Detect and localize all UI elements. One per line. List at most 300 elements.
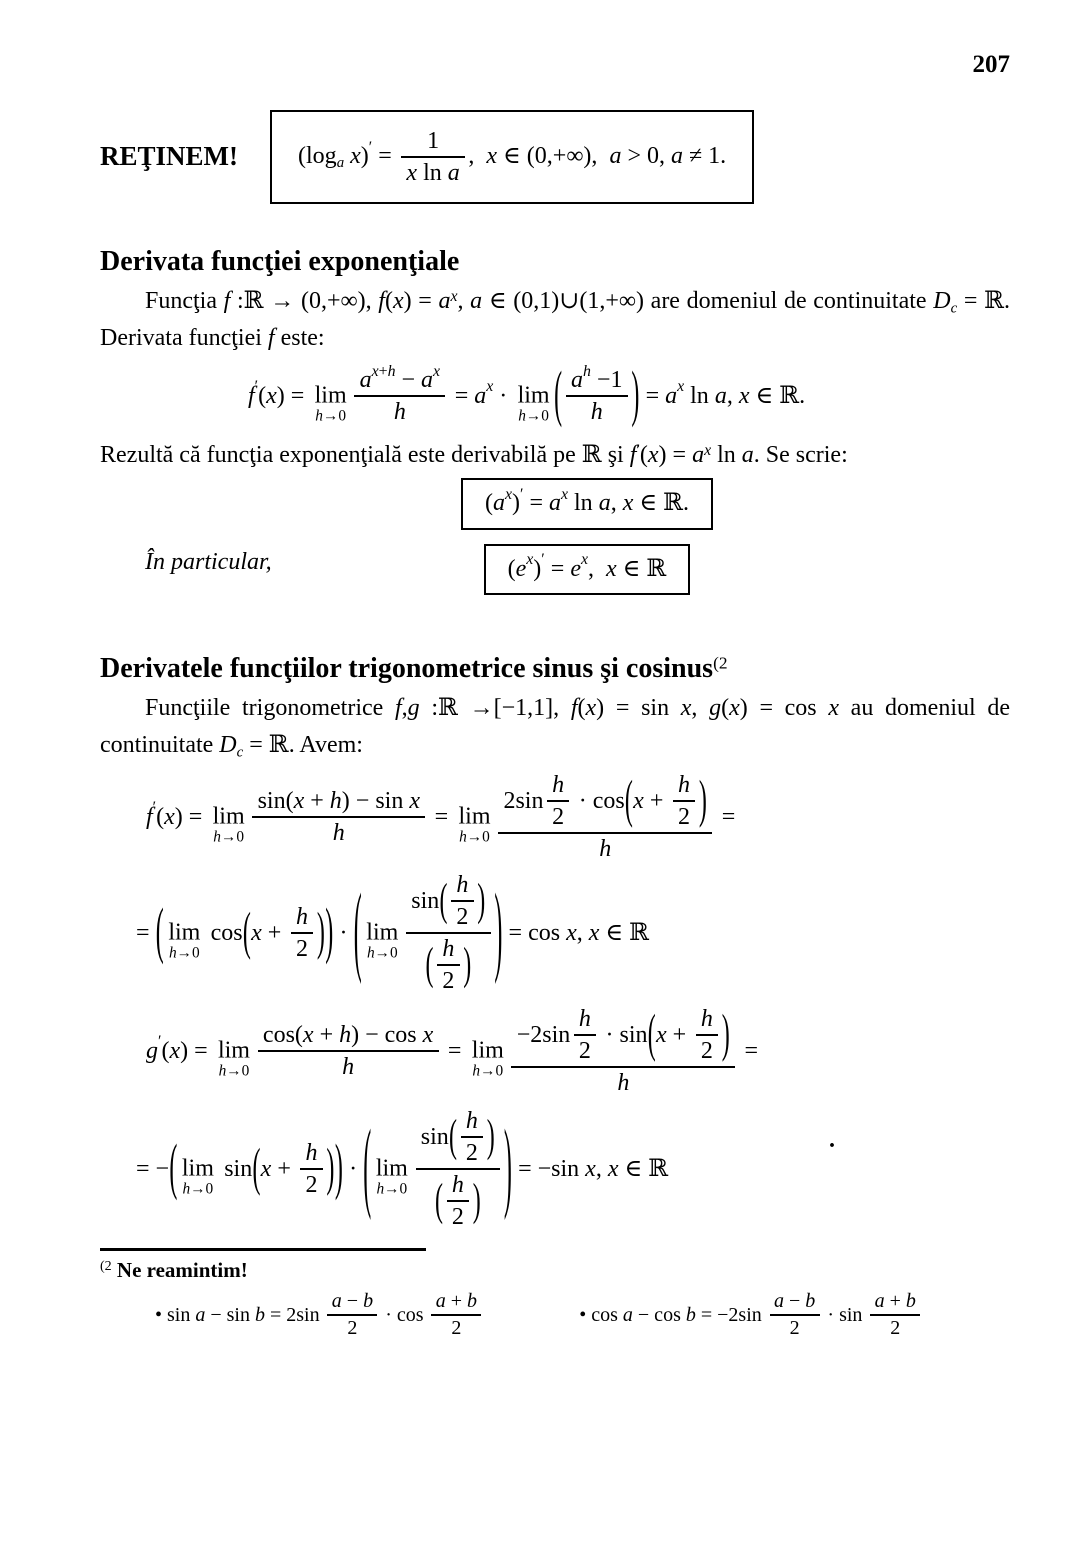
cos-derivative-line2-wrapper <box>136 1106 1010 1232</box>
footnote-marker: (2 <box>100 1259 112 1275</box>
math-token: h <box>599 836 612 863</box>
denominator <box>870 1314 920 1341</box>
box1-row <box>100 478 1010 543</box>
limit-under <box>169 946 200 962</box>
math-token: ∈ ℝ. <box>633 490 690 517</box>
denominator <box>258 1050 439 1082</box>
big-delimiter: ( <box>252 1140 261 1199</box>
math-token: ln <box>417 159 448 186</box>
page-number: 207 <box>972 51 1010 78</box>
sin-derivative-line1 <box>146 770 1010 864</box>
retinem-formula-box <box>270 110 754 204</box>
denominator <box>291 932 314 964</box>
e-exponential-box <box>484 544 691 595</box>
numerator <box>252 786 425 816</box>
numerator <box>547 770 570 800</box>
math-token: este: <box>274 325 325 351</box>
math-token: −1 <box>590 367 623 394</box>
numerator <box>673 770 696 800</box>
math-token: b <box>685 1303 696 1326</box>
big-delimiter: ) <box>463 940 472 991</box>
fraction <box>447 1170 470 1232</box>
fraction <box>291 902 314 964</box>
math-token: x <box>392 287 404 314</box>
math-token: h <box>700 1006 713 1033</box>
math-token: a <box>447 159 460 186</box>
denominator <box>770 1314 820 1341</box>
math-token: ) = sin <box>596 694 681 721</box>
math-token: a <box>665 382 678 409</box>
fraction <box>416 1106 501 1232</box>
math-token: = − <box>136 1155 170 1182</box>
fraction <box>401 126 465 188</box>
math-token: x <box>486 142 498 169</box>
limit-main <box>315 383 347 408</box>
math-token: = <box>544 555 571 582</box>
limit-under <box>213 830 244 846</box>
math-row <box>332 1289 373 1314</box>
limit-main <box>472 1038 504 1063</box>
footnote-title: Ne reamintim! <box>116 1258 248 1283</box>
denominator <box>566 395 628 427</box>
denominator <box>673 800 696 832</box>
math-row <box>427 126 439 156</box>
math-token: , <box>610 490 623 517</box>
section-heading-trig <box>100 651 1010 686</box>
math-token: x <box>371 362 379 380</box>
math-row <box>518 408 549 424</box>
math-token: ) = <box>403 287 439 314</box>
math-token: 2 <box>347 1316 358 1339</box>
math-token: h <box>677 772 690 799</box>
math-token: + <box>304 788 330 815</box>
math-token: f <box>267 325 275 351</box>
math-token: x <box>302 1022 314 1049</box>
math-token: · <box>343 1155 364 1182</box>
denominator <box>437 964 460 996</box>
limit-main <box>182 1156 214 1181</box>
math-token: →0 <box>384 1180 408 1198</box>
math-token: h <box>182 1180 191 1198</box>
superscript <box>255 377 258 398</box>
big-delimiter: ( <box>647 1006 656 1065</box>
math-token: h <box>518 407 526 425</box>
math-token: x <box>560 485 569 503</box>
math-token: x <box>606 555 617 582</box>
math-token: h <box>305 1140 318 1167</box>
limit-main <box>218 1038 250 1063</box>
math-token: lim <box>366 919 399 946</box>
math-row <box>258 786 420 816</box>
math-token: x <box>526 551 534 569</box>
math-token: • sin <box>155 1303 196 1326</box>
math-token: ( <box>258 382 267 409</box>
math-token: x <box>704 442 712 460</box>
big-delimiter: ) <box>503 1114 512 1225</box>
math-row <box>790 1316 800 1341</box>
limit-under <box>367 946 398 962</box>
sin-difference-identity <box>155 1289 484 1341</box>
limit-under <box>518 408 549 424</box>
math-row <box>701 1036 713 1066</box>
math-row <box>183 1182 214 1198</box>
denominator <box>431 1314 481 1341</box>
math-row <box>459 830 490 846</box>
math-row <box>678 770 690 800</box>
boxed-results-section <box>100 478 1010 608</box>
numerator <box>870 1289 920 1314</box>
math-row <box>367 946 398 962</box>
math-row <box>599 834 611 864</box>
math-token: = <box>136 919 156 946</box>
ex-derivative-formula <box>507 551 667 585</box>
limit-main <box>213 804 245 829</box>
math-token: ≠ 1. <box>682 142 727 169</box>
math-token: ′ <box>158 1033 162 1051</box>
math-token: 2 <box>465 1140 478 1167</box>
math-token: . Se scrie: <box>753 442 848 469</box>
math-row <box>875 1289 916 1314</box>
math-token: − <box>783 1289 806 1312</box>
in-particular-label: În particular, <box>145 549 272 576</box>
math-token: cos( <box>262 1022 303 1049</box>
math-token: h <box>393 399 406 426</box>
big-delimiter: ( <box>425 940 434 991</box>
limit-main <box>168 920 200 945</box>
math-row <box>359 362 441 395</box>
math-token: b <box>363 1289 374 1312</box>
math-token: , <box>595 1155 608 1182</box>
math-row <box>552 770 564 800</box>
numerator <box>354 362 445 395</box>
numerator <box>566 362 628 395</box>
math-token: − <box>395 367 422 394</box>
math-row <box>678 802 690 832</box>
denominator <box>574 1034 597 1066</box>
limit-under <box>315 408 346 424</box>
math-row <box>435 1170 481 1232</box>
math-token: ∈ ℝ <box>618 1155 669 1182</box>
math-token: , <box>588 555 606 582</box>
math-token: b <box>905 1289 916 1312</box>
fraction <box>300 1138 323 1200</box>
math-token: + <box>884 1289 906 1312</box>
limit <box>458 804 490 845</box>
footnote-section <box>100 1248 1010 1341</box>
fraction <box>673 770 696 832</box>
numerator <box>451 870 474 900</box>
math-row <box>315 408 346 424</box>
limit <box>218 1038 250 1079</box>
math-row <box>421 1106 495 1168</box>
math-token: + <box>261 919 288 946</box>
numerator <box>291 902 314 932</box>
math-token: lim <box>471 1037 504 1064</box>
math-row <box>263 1020 433 1050</box>
math-token: ′ <box>152 799 157 817</box>
math-token: · cos <box>380 1303 429 1326</box>
math-token: h <box>218 1062 227 1080</box>
math-token: lim <box>168 919 201 946</box>
numerator <box>416 1106 501 1168</box>
math-row <box>452 1170 464 1200</box>
math-token: 2 <box>442 968 455 995</box>
math-token: ) − cos <box>351 1022 423 1049</box>
big-delimiter: ( <box>449 1112 458 1163</box>
math-token: = <box>715 803 736 830</box>
big-delimiter: ( <box>169 1135 178 1204</box>
numerator <box>300 1138 323 1168</box>
math-token: x <box>433 362 441 380</box>
math-token: 2 <box>789 1316 800 1339</box>
math-row <box>296 902 308 932</box>
math-token: sin <box>411 888 440 915</box>
math-token: f <box>394 694 402 721</box>
math-token: x <box>293 788 305 815</box>
math-token: lim <box>314 382 347 409</box>
denominator <box>406 932 491 996</box>
math-token: a <box>598 490 611 517</box>
math-token: a <box>609 142 622 169</box>
math-token: →0 <box>480 1062 504 1080</box>
math-token: a <box>692 442 705 469</box>
math-token: x <box>450 287 458 305</box>
math-row <box>451 1316 461 1341</box>
fraction <box>252 786 425 848</box>
big-delimiter: ) <box>631 362 640 430</box>
math-token: f <box>629 442 637 469</box>
math-row <box>517 1004 730 1066</box>
math-token: lim <box>181 1155 214 1182</box>
superscript <box>486 377 493 398</box>
numerator <box>498 770 712 832</box>
math-token: Funcţia <box>145 287 224 314</box>
numerator <box>431 1289 481 1314</box>
math-token: x <box>585 1155 596 1182</box>
math-token: ) = <box>174 803 209 830</box>
math-token: , <box>691 694 710 721</box>
numerator <box>511 1004 735 1066</box>
math-token: Funcţiile trigonometrice <box>145 694 395 721</box>
math-token: h <box>459 828 467 846</box>
superscript <box>581 550 588 571</box>
math-token: x <box>738 382 750 409</box>
math-row <box>617 1068 629 1098</box>
math-token: :ℝ → (0,+∞), <box>230 287 379 314</box>
math-token: 2 <box>456 904 469 931</box>
math-token: ′ <box>368 138 373 156</box>
math-token: h <box>366 944 375 962</box>
math-token: g <box>709 694 722 721</box>
math-token: h <box>590 399 603 426</box>
math-token: a <box>741 442 754 469</box>
big-delimiter: ( <box>155 899 164 968</box>
math-token: ln <box>684 382 715 409</box>
math-token: = <box>448 382 475 409</box>
math-token: h <box>342 1054 355 1081</box>
exp-intro-paragraph <box>100 283 1010 358</box>
math-token: 2sin <box>503 788 544 815</box>
math-row <box>306 1138 318 1168</box>
fraction <box>354 362 445 427</box>
fraction <box>770 1289 820 1341</box>
math-row <box>342 1052 354 1082</box>
math-token: a <box>421 367 434 394</box>
math-token: ( <box>721 694 730 721</box>
math-row <box>503 770 707 832</box>
math-row <box>347 1316 357 1341</box>
superscript <box>526 550 533 571</box>
limit-main <box>366 920 398 945</box>
limit-main <box>518 383 550 408</box>
fraction <box>327 1289 377 1341</box>
big-delimiter: ) <box>325 899 334 968</box>
math-token: lim <box>458 803 491 830</box>
limit-main <box>458 804 490 829</box>
retinem-row <box>100 110 1010 204</box>
math-token: h <box>332 820 345 847</box>
big-delimiter: ) <box>477 876 486 927</box>
superscript <box>158 1032 161 1053</box>
math-token: x <box>585 694 597 721</box>
math-token: ) − sin <box>341 788 410 815</box>
math-token: • cos <box>579 1303 623 1326</box>
math-token: ) = <box>276 382 311 409</box>
math-token: h <box>339 1022 352 1049</box>
math-token: lim <box>217 1037 250 1064</box>
fraction <box>437 934 460 996</box>
math-row <box>436 1289 477 1314</box>
math-token: ( <box>507 555 516 582</box>
cos-derivative-line1 <box>146 1004 1010 1098</box>
math-token: , <box>576 919 589 946</box>
retinem-label: REŢINEM! <box>100 141 239 172</box>
math-row <box>579 1004 591 1034</box>
math-token: a <box>331 1289 342 1312</box>
math-token: x <box>656 1022 667 1049</box>
math-token: ln <box>711 442 742 469</box>
big-delimiter: ( <box>554 362 563 430</box>
math-token: a <box>474 382 487 409</box>
stray-period: . <box>829 1127 835 1154</box>
math-token: ( <box>639 442 648 469</box>
math-row <box>466 1138 478 1168</box>
math-token: f <box>248 382 255 409</box>
big-delimiter: ) <box>472 1176 481 1227</box>
math-token: ′ <box>254 378 259 396</box>
math-token: + <box>378 362 388 380</box>
denominator <box>354 395 445 427</box>
superscript <box>583 362 591 382</box>
math-token: , <box>457 287 471 314</box>
math-token: f <box>378 287 385 314</box>
math-token: h <box>295 904 308 931</box>
cos-derivative-line2 <box>136 1106 1010 1232</box>
math-token: a <box>714 382 727 409</box>
math-token: h <box>465 1108 478 1135</box>
fraction <box>498 770 712 864</box>
math-token: →0 <box>220 828 245 846</box>
math-token: e <box>515 555 527 582</box>
math-token: 2 <box>451 1316 462 1339</box>
section-heading-exponential: Derivata funcţiei exponenţiale <box>100 245 460 277</box>
math-token: = <box>372 142 398 169</box>
math-token: h <box>387 362 396 380</box>
numerator <box>447 1170 470 1200</box>
math-token: a <box>492 490 505 517</box>
big-delimiter: ( <box>242 904 251 963</box>
math-token: · <box>493 382 514 409</box>
limit <box>472 1038 504 1079</box>
math-token: ′ <box>519 485 524 503</box>
math-token: a <box>359 367 372 394</box>
fraction <box>547 770 570 832</box>
denominator <box>401 156 465 188</box>
math-row <box>452 1202 464 1232</box>
limit <box>182 1156 214 1197</box>
math-token: a <box>470 287 483 314</box>
math-token: ∈ (0,1)∪(1,+∞) are domeniul de continuitate <box>482 287 934 314</box>
math-token: = <box>523 490 549 517</box>
numerator <box>574 1004 597 1034</box>
math-token: + <box>666 1022 693 1049</box>
math-token: →0 <box>466 828 490 846</box>
math-token: a <box>670 142 683 169</box>
math-token: ′ <box>541 551 545 569</box>
math-token: h <box>168 944 177 962</box>
big-delimiter: ) <box>334 1135 343 1204</box>
subscript <box>337 154 344 173</box>
superscript <box>520 485 523 506</box>
big-delimiter: ) <box>316 904 325 963</box>
math-token: x <box>607 1155 619 1182</box>
math-token: − <box>341 1289 364 1312</box>
math-token: ) <box>360 142 369 169</box>
math-row <box>425 934 471 996</box>
trig-heading-footnote-ref: (2 <box>713 653 728 673</box>
math-token: x <box>164 803 175 830</box>
math-token: →0 <box>322 407 347 425</box>
math-token: a <box>438 287 451 314</box>
math-token: ( <box>161 1037 170 1064</box>
math-row <box>394 397 406 427</box>
math-row <box>372 362 396 382</box>
numerator <box>461 1106 484 1136</box>
fraction <box>696 1004 719 1066</box>
math-token: x <box>409 788 420 815</box>
numerator <box>770 1289 820 1314</box>
superscript <box>372 362 396 382</box>
footnote-formulas-row <box>155 1289 1010 1341</box>
sin-derivative-line2 <box>136 870 1010 996</box>
math-token: 2 <box>295 936 308 963</box>
math-token: · sin <box>599 1022 648 1049</box>
math-token: ) <box>533 555 542 582</box>
math-token: e <box>570 555 581 582</box>
math-token: 2 <box>677 804 690 831</box>
math-token: + <box>643 788 670 815</box>
superscript <box>541 550 544 571</box>
fraction <box>431 1289 481 1341</box>
big-delimiter: ) <box>326 1140 335 1199</box>
denominator <box>252 816 425 848</box>
math-token: x <box>566 919 577 946</box>
math-token: x <box>677 378 685 396</box>
big-delimiter: ( <box>439 876 448 927</box>
math-token: a <box>773 1289 784 1312</box>
denominator <box>696 1034 719 1066</box>
math-token: ( <box>484 490 493 517</box>
